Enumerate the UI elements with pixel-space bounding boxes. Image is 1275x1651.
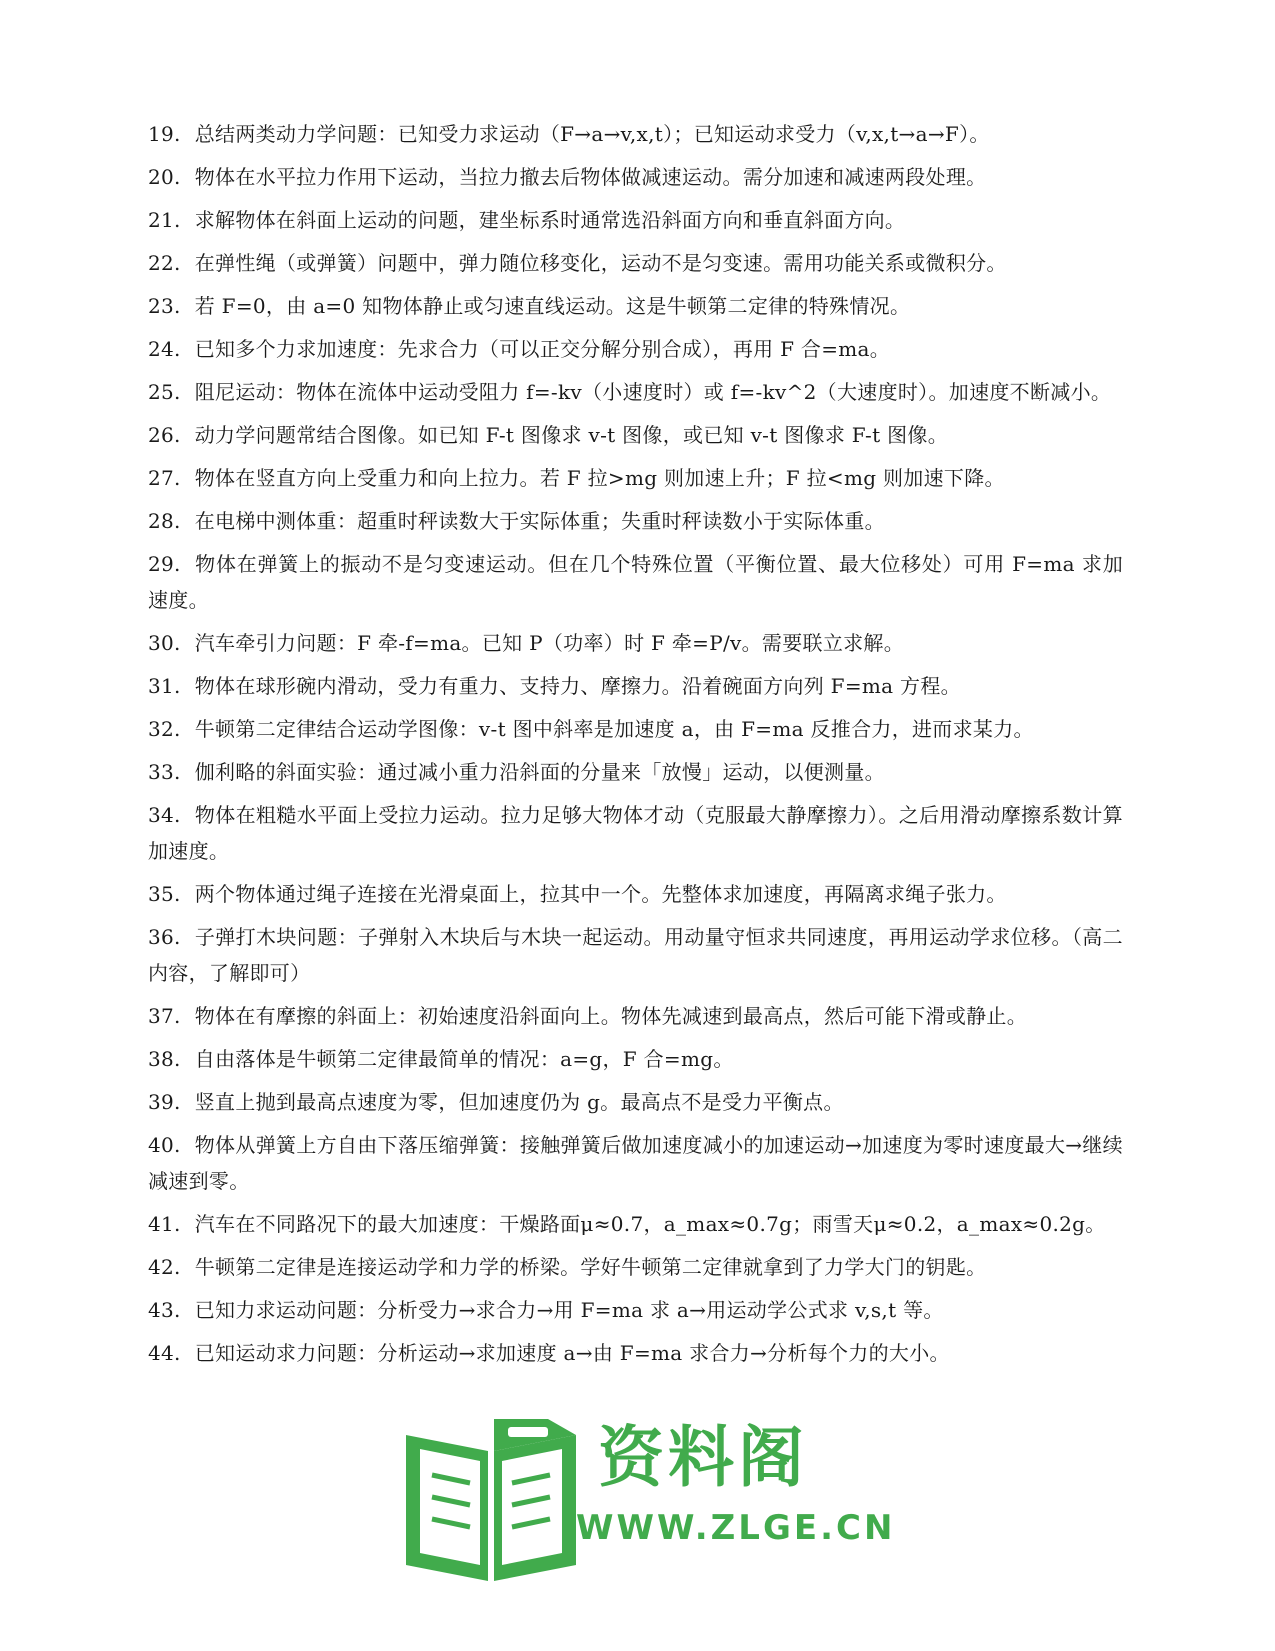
- item-number: 33.: [148, 760, 181, 784]
- item-text: 已知多个力求加速度：先求合力（可以正交分解分别合成），再用 F 合=ma。: [194, 337, 891, 361]
- item-text: 牛顿第二定律结合运动学图像：v-t 图中斜率是加速度 a，由 F=ma 反推合力，进而求某力。: [194, 717, 1034, 741]
- item-text: 自由落体是牛顿第二定律最简单的情况：a=g，F 合=mg。: [194, 1047, 734, 1071]
- list-item: [148, 1292, 1123, 1328]
- item-number: 34.: [148, 803, 181, 827]
- item-text: 伽利略的斜面实验：通过减小重力沿斜面的分量来「放慢」运动，以便测量。: [194, 760, 885, 784]
- list-item: [148, 919, 1123, 991]
- watermark-title: 资料阁: [598, 1419, 808, 1496]
- list-item: [148, 754, 1123, 790]
- item-text: 竖直上抛到最高点速度为零，但加速度仍为 g。最高点不是受力平衡点。: [194, 1090, 844, 1114]
- document-body: [148, 116, 1123, 1378]
- item-number: 22.: [148, 251, 181, 275]
- item-text: 牛顿第二定律是连接运动学和力学的桥梁。学好牛顿第二定律就拿到了力学大门的钥匙。: [194, 1255, 987, 1279]
- list-item: [148, 1335, 1123, 1371]
- list-item: [148, 503, 1123, 539]
- list-item: [148, 797, 1123, 869]
- item-text: 阻尼运动：物体在流体中运动受阻力 f=-kv（小速度时）或 f=-kv^2（大速度时）。加速度不断减小。: [194, 380, 1112, 404]
- item-text: 求解物体在斜面上运动的问题，建坐标系时通常选沿斜面方向和垂直斜面方向。: [194, 208, 906, 232]
- list-item: [148, 1084, 1123, 1120]
- item-number: 26.: [148, 423, 181, 447]
- item-number: 39.: [148, 1090, 181, 1114]
- list-item: [148, 116, 1123, 152]
- list-item: [148, 876, 1123, 912]
- item-number: 35.: [148, 882, 181, 906]
- item-number: 32.: [148, 717, 181, 741]
- item-text: 动力学问题常结合图像。如已知 F-t 图像求 v-t 图像，或已知 v-t 图像求 F-t 图像。: [194, 423, 949, 447]
- item-number: 24.: [148, 337, 181, 361]
- list-item: [148, 1249, 1123, 1285]
- item-text: 两个物体通过绳子连接在光滑桌面上，拉其中一个。先整体求加速度，再隔离求绳子张力。: [194, 882, 1007, 906]
- list-item: [148, 998, 1123, 1034]
- item-text: 物体从弹簧上方自由下落压缩弹簧：接触弹簧后做加速度减小的加速运动→加速度为零时速度最大→继续减速到零。: [148, 1133, 1123, 1193]
- list-item: [148, 288, 1123, 324]
- item-number: 42.: [148, 1255, 181, 1279]
- item-text: 总结两类动力学问题：已知受力求运动（F→a→v,x,t）；已知运动求受力（v,x,t→a→F）。: [194, 122, 990, 146]
- item-number: 41.: [148, 1212, 181, 1236]
- item-text: 子弹打木块问题：子弹射入木块后与木块一起运动。用动量守恒求共同速度，再用运动学求位移。（高二内容，了解即可）: [148, 925, 1123, 985]
- item-text: 物体在竖直方向上受重力和向上拉力。若 F 拉>mg 则加速上升；F 拉<mg 则加速下降。: [194, 466, 1005, 490]
- list-item: [148, 1041, 1123, 1077]
- list-item: [148, 546, 1123, 618]
- list-item: [148, 1127, 1123, 1199]
- item-number: 37.: [148, 1004, 181, 1028]
- item-number: 27.: [148, 466, 181, 490]
- list-item: [148, 245, 1123, 281]
- item-number: 21.: [148, 208, 181, 232]
- item-number: 30.: [148, 631, 181, 655]
- item-text: 物体在弹簧上的振动不是匀变速运动。但在几个特殊位置（平衡位置、最大位移处）可用 F=ma 求加速度。: [148, 552, 1123, 612]
- item-text: 在电梯中测体重：超重时秤读数大于实际体重；失重时秤读数小于实际体重。: [194, 509, 885, 533]
- list-item: [148, 1206, 1123, 1242]
- item-number: 19.: [148, 122, 181, 146]
- watermark: [398, 1415, 896, 1585]
- item-number: 28.: [148, 509, 181, 533]
- item-text: 物体在水平拉力作用下运动，当拉力撤去后物体做减速运动。需分加速和减速两段处理。: [194, 165, 987, 189]
- item-text: 汽车牵引力问题：F 牵-f=ma。已知 P（功率）时 F 牵=P/v。需要联立求解。: [194, 631, 905, 655]
- item-text: 汽车在不同路况下的最大加速度：干燥路面μ≈0.7，a_max≈0.7g；雨雪天μ≈0.2，a_max≈0.2g。: [194, 1212, 1106, 1236]
- list-item: [148, 374, 1123, 410]
- item-number: 31.: [148, 674, 181, 698]
- list-item: [148, 202, 1123, 238]
- list-item: [148, 460, 1123, 496]
- list-item: [148, 159, 1123, 195]
- list-item: [148, 625, 1123, 661]
- list-item: [148, 668, 1123, 704]
- watermark-url: WWW.ZLGE.CN: [576, 1508, 896, 1548]
- item-number: 25.: [148, 380, 181, 404]
- item-number: 36.: [148, 925, 181, 949]
- item-number: 20.: [148, 165, 181, 189]
- item-text: 物体在粗糙水平面上受拉力运动。拉力足够大物体才动（克服最大静摩擦力）。之后用滑动摩擦系数计算加速度。: [148, 803, 1123, 863]
- open-book-logo-icon: [398, 1415, 588, 1585]
- list-item: [148, 331, 1123, 367]
- item-text: 物体在有摩擦的斜面上：初始速度沿斜面向上。物体先减速到最高点，然后可能下滑或静止。: [194, 1004, 1028, 1028]
- item-text: 已知运动求力问题：分析运动→求加速度 a→由 F=ma 求合力→分析每个力的大小。: [194, 1341, 950, 1365]
- item-number: 44.: [148, 1341, 181, 1365]
- list-item: [148, 417, 1123, 453]
- item-text: 已知力求运动问题：分析受力→求合力→用 F=ma 求 a→用运动学公式求 v,s,t 等。: [194, 1298, 944, 1322]
- item-number: 40.: [148, 1133, 181, 1157]
- item-text: 物体在球形碗内滑动，受力有重力、支持力、摩擦力。沿着碗面方向列 F=ma 方程。: [194, 674, 961, 698]
- item-number: 43.: [148, 1298, 181, 1322]
- list-item: [148, 711, 1123, 747]
- item-text: 在弹性绳（或弹簧）问题中，弹力随位移变化，运动不是匀变速。需用功能关系或微积分。: [194, 251, 1007, 275]
- item-text: 若 F=0，由 a=0 知物体静止或匀速直线运动。这是牛顿第二定律的特殊情况。: [194, 294, 911, 318]
- item-number: 23.: [148, 294, 181, 318]
- item-number: 29.: [148, 552, 181, 576]
- item-number: 38.: [148, 1047, 181, 1071]
